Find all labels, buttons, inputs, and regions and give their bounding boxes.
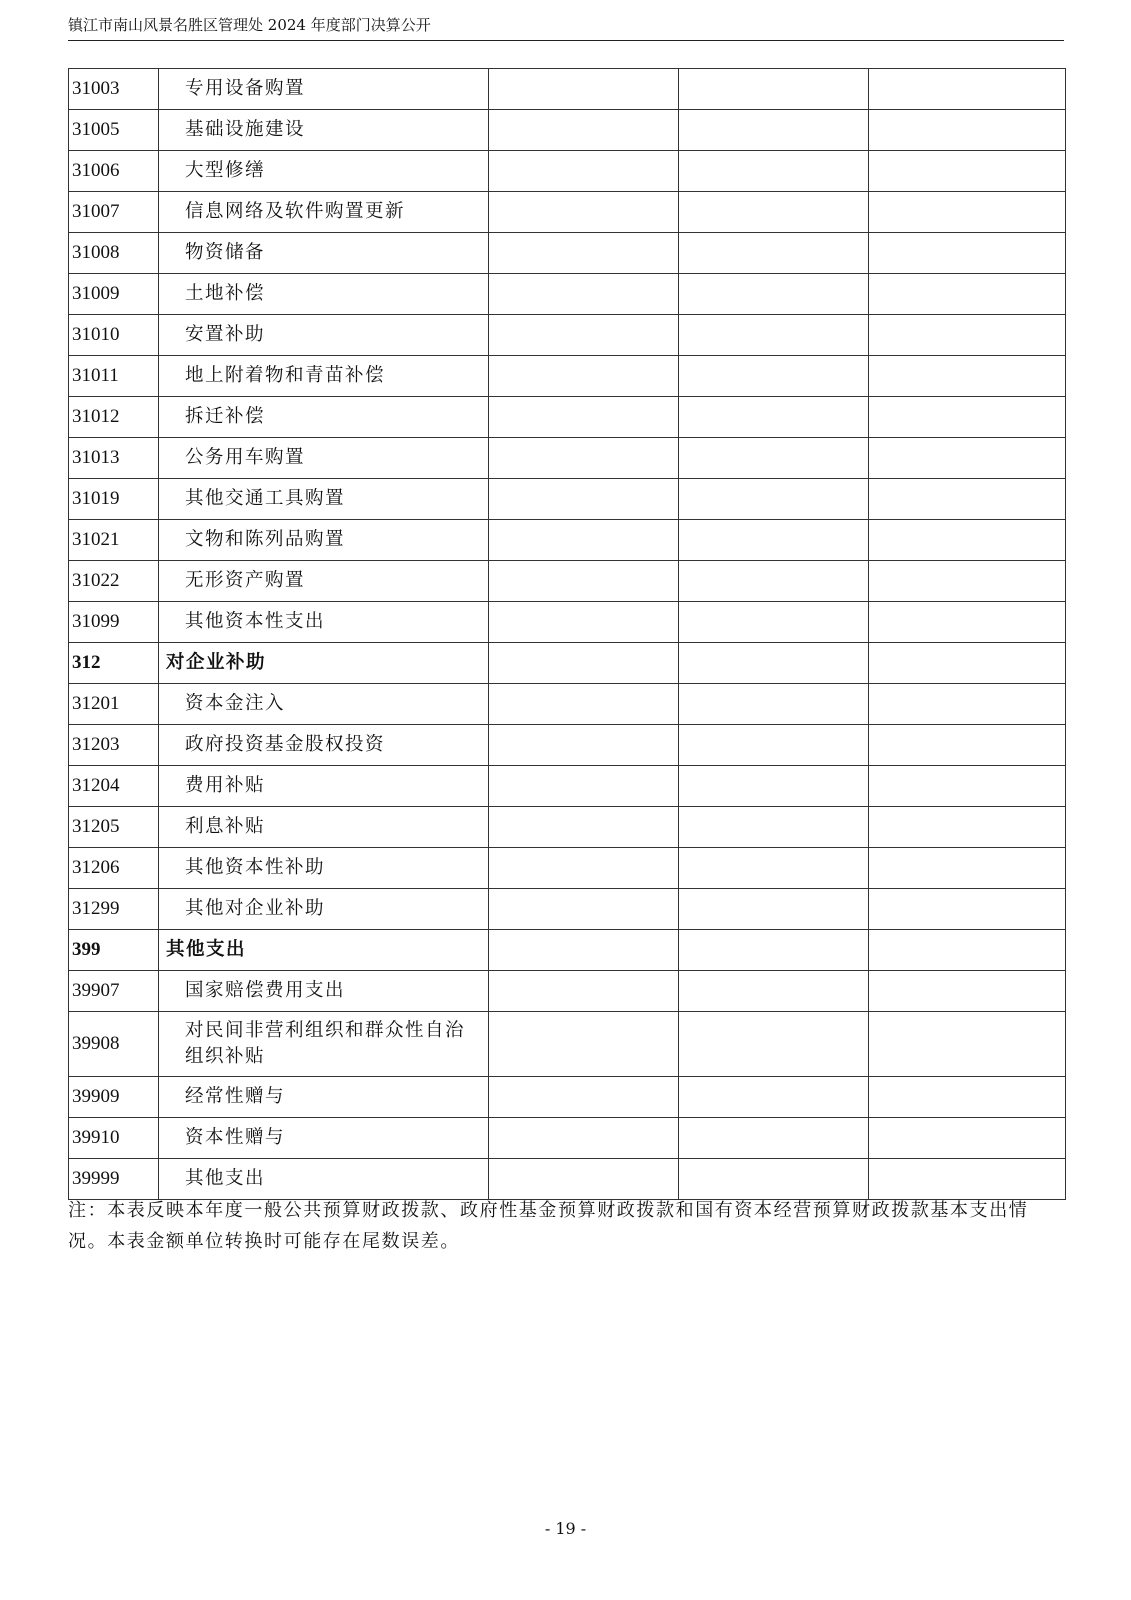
item-name-cell: 无形资产购置 [159, 561, 489, 602]
amount-cell [489, 192, 679, 233]
amount-cell [869, 151, 1066, 192]
amount-cell [489, 233, 679, 274]
table-row [69, 889, 1066, 930]
table-row [69, 356, 1066, 397]
amount-cell [679, 397, 869, 438]
amount-cell [869, 1012, 1066, 1077]
amount-cell [489, 643, 679, 684]
amount-cell [679, 930, 869, 971]
table-row [69, 520, 1066, 561]
item-name-cell: 物资储备 [159, 233, 489, 274]
item-name-cell: 其他资本性支出 [159, 602, 489, 643]
item-code-cell: 31011 [69, 356, 159, 397]
amount-cell [869, 233, 1066, 274]
table-row [69, 1012, 1066, 1077]
amount-cell [489, 110, 679, 151]
amount-cell [869, 684, 1066, 725]
amount-cell [679, 971, 869, 1012]
amount-cell [679, 766, 869, 807]
table-row [69, 438, 1066, 479]
amount-cell [869, 602, 1066, 643]
amount-cell [869, 1118, 1066, 1159]
amount-cell [679, 233, 869, 274]
amount-cell [679, 520, 869, 561]
amount-cell [489, 889, 679, 930]
amount-cell [869, 1077, 1066, 1118]
table-row [69, 233, 1066, 274]
item-code-cell: 31007 [69, 192, 159, 233]
table-row [69, 151, 1066, 192]
table-row [69, 561, 1066, 602]
item-code-cell: 31019 [69, 479, 159, 520]
item-code-cell: 31005 [69, 110, 159, 151]
item-code-cell: 31021 [69, 520, 159, 561]
item-code-cell: 31012 [69, 397, 159, 438]
amount-cell [679, 684, 869, 725]
amount-cell [679, 479, 869, 520]
running-header [68, 14, 1064, 41]
amount-cell [489, 479, 679, 520]
amount-cell [489, 848, 679, 889]
amount-cell [869, 643, 1066, 684]
amount-cell [679, 438, 869, 479]
item-name-cell: 其他资本性补助 [159, 848, 489, 889]
amount-cell [869, 110, 1066, 151]
amount-cell [869, 889, 1066, 930]
amount-cell [679, 1077, 869, 1118]
item-code-cell: 31013 [69, 438, 159, 479]
item-code-cell: 31010 [69, 315, 159, 356]
amount-cell [489, 1159, 679, 1200]
item-code-cell: 31204 [69, 766, 159, 807]
item-name-cell: 专用设备购置 [159, 69, 489, 110]
page-number: - 19 - [544, 1519, 587, 1538]
table-row [69, 315, 1066, 356]
table-row [69, 1077, 1066, 1118]
amount-cell [489, 1118, 679, 1159]
amount-cell [489, 725, 679, 766]
item-code-cell: 31009 [69, 274, 159, 315]
amount-cell [869, 725, 1066, 766]
amount-cell [869, 315, 1066, 356]
amount-cell [489, 1012, 679, 1077]
amount-cell [869, 930, 1066, 971]
item-code-cell: 31099 [69, 602, 159, 643]
item-code-cell: 39908 [69, 1012, 159, 1077]
amount-cell [869, 356, 1066, 397]
item-name-cell: 国家赔偿费用支出 [159, 971, 489, 1012]
amount-cell [679, 151, 869, 192]
amount-cell [869, 561, 1066, 602]
amount-cell [489, 561, 679, 602]
table-row [69, 1118, 1066, 1159]
amount-cell [679, 889, 869, 930]
item-name-cell: 安置补助 [159, 315, 489, 356]
item-name-cell: 土地补偿 [159, 274, 489, 315]
amount-cell [869, 1159, 1066, 1200]
amount-cell [679, 192, 869, 233]
amount-cell [869, 274, 1066, 315]
item-name-cell: 公务用车购置 [159, 438, 489, 479]
item-name-cell: 其他对企业补助 [159, 889, 489, 930]
amount-cell [869, 438, 1066, 479]
table-row [69, 479, 1066, 520]
item-code-cell: 39910 [69, 1118, 159, 1159]
item-name-cell: 对民间非营利组织和群众性自治组织补贴 [159, 1012, 489, 1077]
amount-cell [489, 438, 679, 479]
item-name-cell: 利息补贴 [159, 807, 489, 848]
amount-cell [489, 356, 679, 397]
amount-cell [679, 1012, 869, 1077]
table-body [69, 69, 1066, 1200]
amount-cell [869, 971, 1066, 1012]
item-name-cell: 信息网络及软件购置更新 [159, 192, 489, 233]
item-name-cell: 其他支出 [159, 930, 489, 971]
amount-cell [679, 356, 869, 397]
amount-cell [679, 561, 869, 602]
item-code-cell: 31299 [69, 889, 159, 930]
table-row [69, 69, 1066, 110]
amount-cell [489, 315, 679, 356]
table-row [69, 397, 1066, 438]
item-code-cell: 31205 [69, 807, 159, 848]
amount-cell [489, 684, 679, 725]
item-name-cell: 地上附着物和青苗补偿 [159, 356, 489, 397]
table-row [69, 274, 1066, 315]
table-row [69, 807, 1066, 848]
amount-cell [679, 1159, 869, 1200]
amount-cell [489, 69, 679, 110]
item-name-cell: 资本性赠与 [159, 1118, 489, 1159]
amount-cell [869, 520, 1066, 561]
item-code-cell: 39999 [69, 1159, 159, 1200]
amount-cell [489, 274, 679, 315]
item-name-cell: 费用补贴 [159, 766, 489, 807]
item-name-cell: 拆迁补偿 [159, 397, 489, 438]
table-group-row [69, 930, 1066, 971]
table-row [69, 110, 1066, 151]
item-name-cell: 对企业补助 [159, 643, 489, 684]
expenditure-table-container [68, 68, 1065, 1200]
table-row [69, 684, 1066, 725]
amount-cell [679, 602, 869, 643]
amount-cell [679, 1118, 869, 1159]
amount-cell [679, 315, 869, 356]
amount-cell [679, 848, 869, 889]
item-name-cell: 基础设施建设 [159, 110, 489, 151]
item-code-cell: 31008 [69, 233, 159, 274]
item-code-cell: 31201 [69, 684, 159, 725]
amount-cell [489, 1077, 679, 1118]
table-row [69, 1159, 1066, 1200]
item-name-cell: 资本金注入 [159, 684, 489, 725]
amount-cell [869, 397, 1066, 438]
table-group-row [69, 643, 1066, 684]
item-code-cell: 31006 [69, 151, 159, 192]
amount-cell [869, 479, 1066, 520]
item-code-cell: 31022 [69, 561, 159, 602]
item-code-cell: 31203 [69, 725, 159, 766]
table-row [69, 725, 1066, 766]
item-name-cell: 政府投资基金股权投资 [159, 725, 489, 766]
item-name-cell: 大型修缮 [159, 151, 489, 192]
table-row [69, 766, 1066, 807]
table-row [69, 602, 1066, 643]
amount-cell [679, 643, 869, 684]
amount-cell [489, 520, 679, 561]
item-name-cell: 其他支出 [159, 1159, 489, 1200]
amount-cell [489, 971, 679, 1012]
item-code-cell: 31003 [69, 69, 159, 110]
amount-cell [869, 807, 1066, 848]
amount-cell [869, 69, 1066, 110]
table-row [69, 192, 1066, 233]
item-code-cell: 312 [69, 643, 159, 684]
item-code-cell: 39909 [69, 1077, 159, 1118]
table-note: 注：本表反映本年度一般公共预算财政拨款、政府性基金预算财政拨款和国有资本经营预算财政拨款基本支出情况。本表金额单位转换时可能存在尾数误差。 [68, 1200, 1029, 1252]
item-name-cell: 经常性赠与 [159, 1077, 489, 1118]
amount-cell [679, 725, 869, 766]
amount-cell [489, 766, 679, 807]
item-code-cell: 399 [69, 930, 159, 971]
amount-cell [489, 930, 679, 971]
amount-cell [869, 192, 1066, 233]
document-title: 镇江市南山风景名胜区管理处 2024 年度部门决算公开 [68, 16, 431, 34]
amount-cell [869, 848, 1066, 889]
table-row [69, 971, 1066, 1012]
table-row [69, 848, 1066, 889]
amount-cell [679, 110, 869, 151]
item-code-cell: 39907 [69, 971, 159, 1012]
item-name-cell: 其他交通工具购置 [159, 479, 489, 520]
expenditure-table [68, 68, 1066, 1200]
amount-cell [489, 397, 679, 438]
amount-cell [489, 807, 679, 848]
amount-cell [679, 274, 869, 315]
item-name-cell: 文物和陈列品购置 [159, 520, 489, 561]
item-code-cell: 31206 [69, 848, 159, 889]
amount-cell [679, 69, 869, 110]
amount-cell [869, 766, 1066, 807]
amount-cell [679, 807, 869, 848]
amount-cell [489, 151, 679, 192]
amount-cell [489, 602, 679, 643]
